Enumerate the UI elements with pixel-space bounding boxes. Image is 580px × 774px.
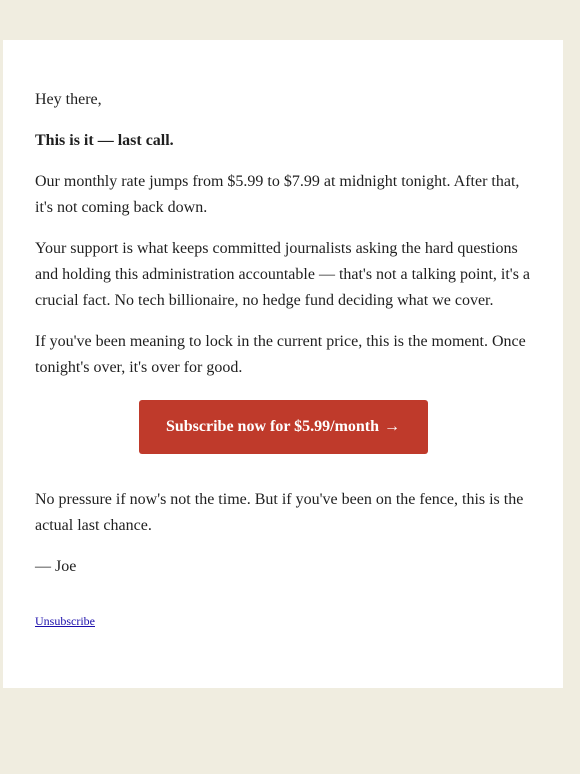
signoff: — Joe <box>35 558 77 575</box>
cta-container <box>35 400 531 454</box>
subscribe-button[interactable] <box>139 400 428 454</box>
paragraph-support: Your support is what keeps committed journalists asking the hard questions and holding this administration accountable — that's not a talking point, it's a crucial fact. No tech billionaire, no hedge fund deciding what we cover. <box>35 240 531 309</box>
email-body <box>3 40 563 688</box>
greeting: Hey there, <box>35 91 102 108</box>
arrow-right-icon: → <box>384 418 401 435</box>
unsubscribe-link[interactable]: Unsubscribe <box>35 614 95 628</box>
paragraph-no-pressure: No pressure if now's not the time. But if you've been on the fence, this is the actual last chance. <box>35 491 524 534</box>
paragraph-lock-price: If you've been meaning to lock in the current price, this is the moment. Once tonight's over, it's over for good. <box>35 333 526 376</box>
lede-headline: This is it — last call. <box>35 132 174 149</box>
paragraph-rate-increase: Our monthly rate jumps from $5.99 to $7.99 at midnight tonight. After that, it's not coming back down. <box>35 173 520 216</box>
subscribe-button-label: Subscribe now for $5.99/month <box>165 418 380 435</box>
